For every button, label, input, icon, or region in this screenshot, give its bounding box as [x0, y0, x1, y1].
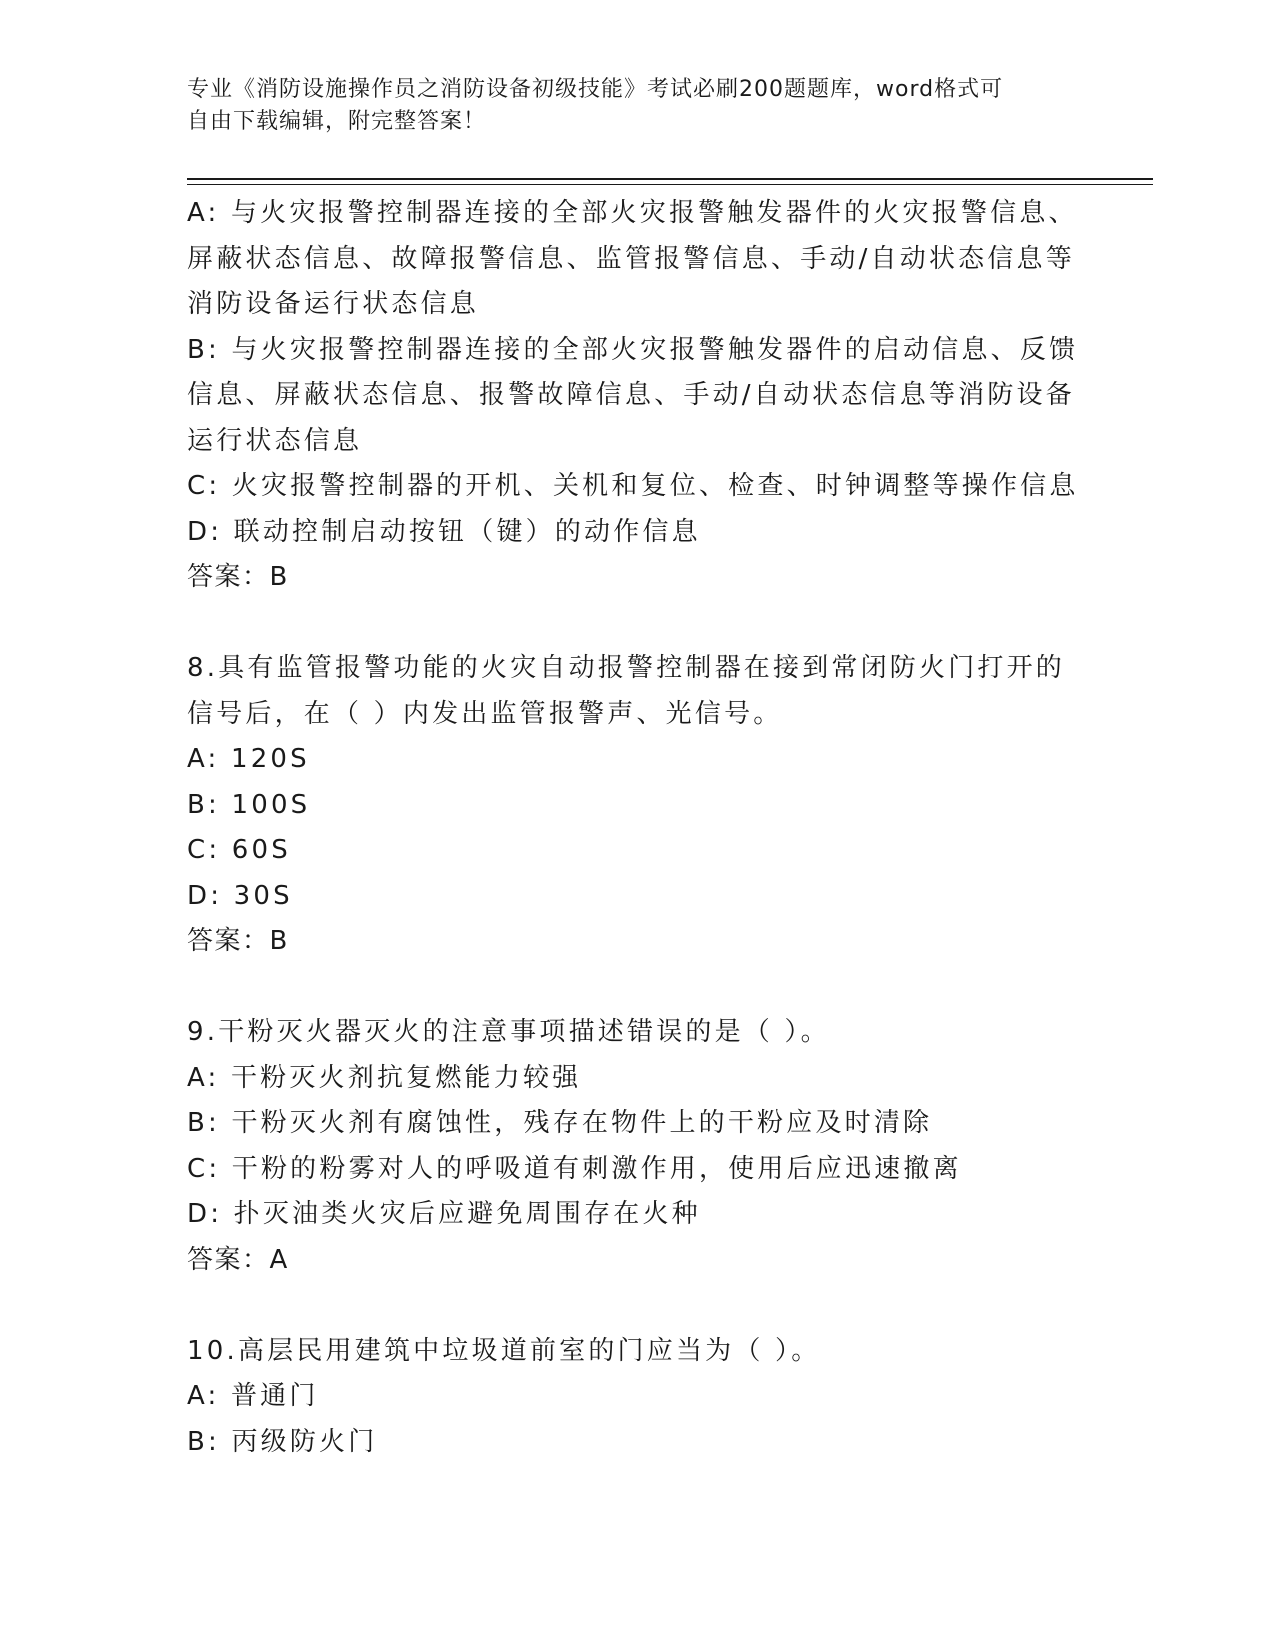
q10-option-b: B: 丙级防火门	[187, 1426, 378, 1457]
q7-option-d: D: 联动控制启动按钮（键）的动作信息	[187, 516, 701, 547]
question-10	[187, 1329, 1087, 1466]
header-divider-thick	[187, 178, 1153, 180]
q10-option-a: A: 普通门	[187, 1381, 319, 1411]
q8-stem-line-2: 信号后，在（ ）内发出监管报警声、光信号。	[187, 698, 783, 729]
q8-answer: 答案：B	[187, 926, 289, 956]
q8-option-b: B: 100S	[187, 789, 311, 820]
q8-option-c: C: 60S	[187, 835, 291, 865]
q9-answer: 答案：A	[187, 1244, 289, 1275]
question-8	[187, 646, 1087, 965]
q9-stem: 9.干粉灭火器灭火的注意事项描述错误的是（ ）。	[187, 1017, 830, 1047]
spacer	[187, 1283, 1087, 1329]
q7-option-b-line-2: 信息、屏蔽状态信息、报警故障信息、手动/自动状态信息等消防设备	[187, 380, 1075, 410]
q7-option-b-line-1: B: 与火灾报警控制器连接的全部火灾报警触发器件的启动信息、反馈	[187, 334, 1079, 365]
q7-option-a-line-3: 消防设备运行状态信息	[187, 289, 480, 319]
spacer	[187, 965, 1087, 1011]
header-line-2: 自由下载编辑，附完整答案！	[187, 109, 487, 134]
q8-stem-line-1: 8.具有监管报警功能的火灾自动报警控制器在接到常闭防火门打开的	[187, 653, 1066, 683]
document-header	[187, 74, 1067, 138]
q7-option-c: C: 火灾报警控制器的开机、关机和复位、检查、时钟调整等操作信息	[187, 471, 1079, 501]
q10-stem: 10.高层民用建筑中垃圾道前室的门应当为（ ）。	[187, 1335, 821, 1366]
q7-option-a-line-1: A: 与火灾报警控制器连接的全部火灾报警触发器件的火灾报警信息、	[187, 198, 1078, 228]
question-9	[187, 1010, 1087, 1283]
q8-option-d: D: 30S	[187, 880, 293, 911]
header-divider-thin	[187, 184, 1153, 185]
q8-option-a: A: 120S	[187, 744, 310, 774]
q9-option-b: B: 干粉灭火剂有腐蚀性，残存在物件上的干粉应及时清除	[187, 1108, 933, 1138]
q7-answer: 答案：B	[187, 562, 289, 592]
q9-option-c: C: 干粉的粉雾对人的呼吸道有刺激作用，使用后应迅速撤离	[187, 1153, 962, 1184]
header-line-1: 专业《消防设施操作员之消防设备初级技能》考试必刷200题题库，word格式可	[187, 77, 1004, 102]
q9-option-d: D: 扑灭油类火灾后应避免周围存在火种	[187, 1199, 701, 1229]
q9-option-a: A: 干粉灭火剂抗复燃能力较强	[187, 1062, 582, 1093]
spacer	[187, 601, 1087, 647]
question-7	[187, 191, 1087, 601]
q7-option-b-line-3: 运行状态信息	[187, 425, 363, 456]
question-list	[187, 191, 1087, 1465]
q7-option-a-line-2: 屏蔽状态信息、故障报警信息、监管报警信息、手动/自动状态信息等	[187, 243, 1075, 274]
